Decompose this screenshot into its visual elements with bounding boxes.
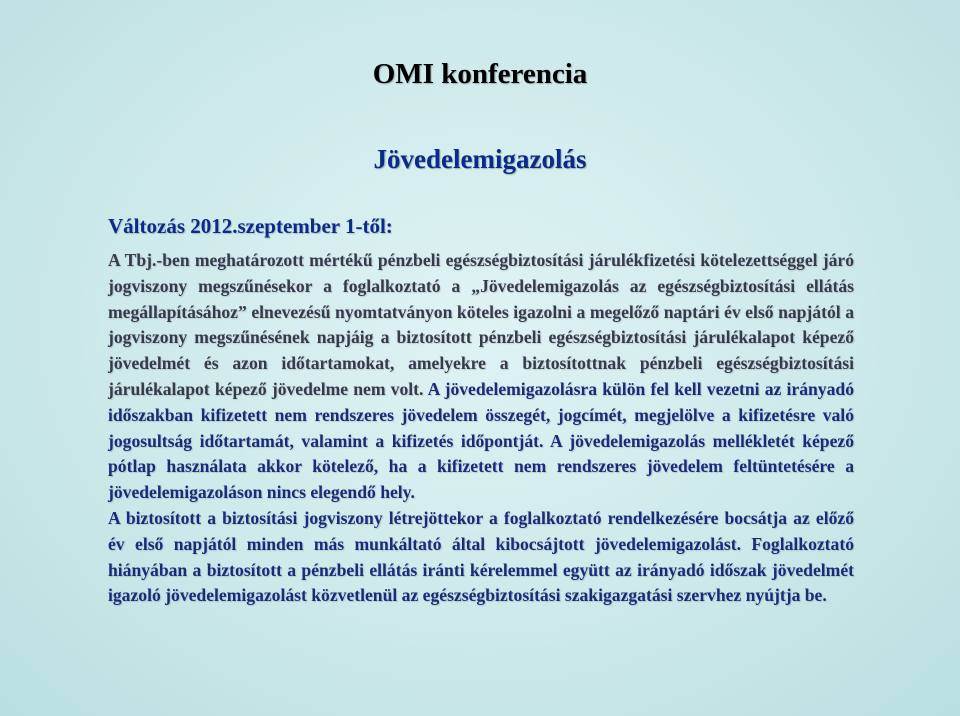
body-paragraph-1: A Tbj.-ben meghatározott mértékű pénzbeli egészségbiztosítási járulékfizetési kötelezettséggel járó jogviszony megszűnésekor a foglalkoztató a „Jövedelemigazolás az egészségbiztosítási ellátás megállapításához” elnevezésű nyomtatványon köteles igazolni a megelőző naptári év első napjától a jogviszony megszűnésének napjáig a biztosított pénzbeli egészségbiztosítási járulékalapot képező jövedelmét és azon időtartamokat, amelyekre a biztosítottnak pénzbeli egészségbiztosítási járulékalapot képező jövedelme nem volt.: [108, 250, 854, 399]
slide-title: OMI konferencia: [372, 58, 588, 90]
body-paragraph-3: A biztosított a biztosítási jogviszony létrejöttekor a foglalkoztató rendelkezésére bocsátja az előző év első napjától minden más munkáltató által kibocsájtott jövedelemigazolást. Foglalkoztató hiányában a biztosított a pénzbeli ellátás iránti kérelemmel együtt az irányadó időszak jövedelmét igazoló jövedelemigazolást közvetlenül az egészségbiztosítási szakigazgatási szervhez nyújtja be.: [108, 507, 854, 606]
slide-body: [108, 248, 854, 609]
slide-subtitle: Jövedelemigazolás: [373, 144, 587, 174]
body-paragraph-2a: A jövedelemigazolásra külön fel kell vezetni az irányadó időszakban kifizetett nem rendszeres jövedelem összegét, jogcímét, megjelölve a kifizetésre való jogosultság időtartamát, valamint a kifizetés időpontját.: [108, 378, 854, 451]
body-paragraph-2b: A jövedelemigazolás mellékletét képező pótlap használata akkor kötelező, ha a kifizetett nem rendszeres jövedelem feltüntetésére a jövedelemigazoláson nincs elegendő hely.: [108, 430, 854, 503]
section-heading: Változás 2012.szeptember 1-től:: [108, 214, 393, 238]
